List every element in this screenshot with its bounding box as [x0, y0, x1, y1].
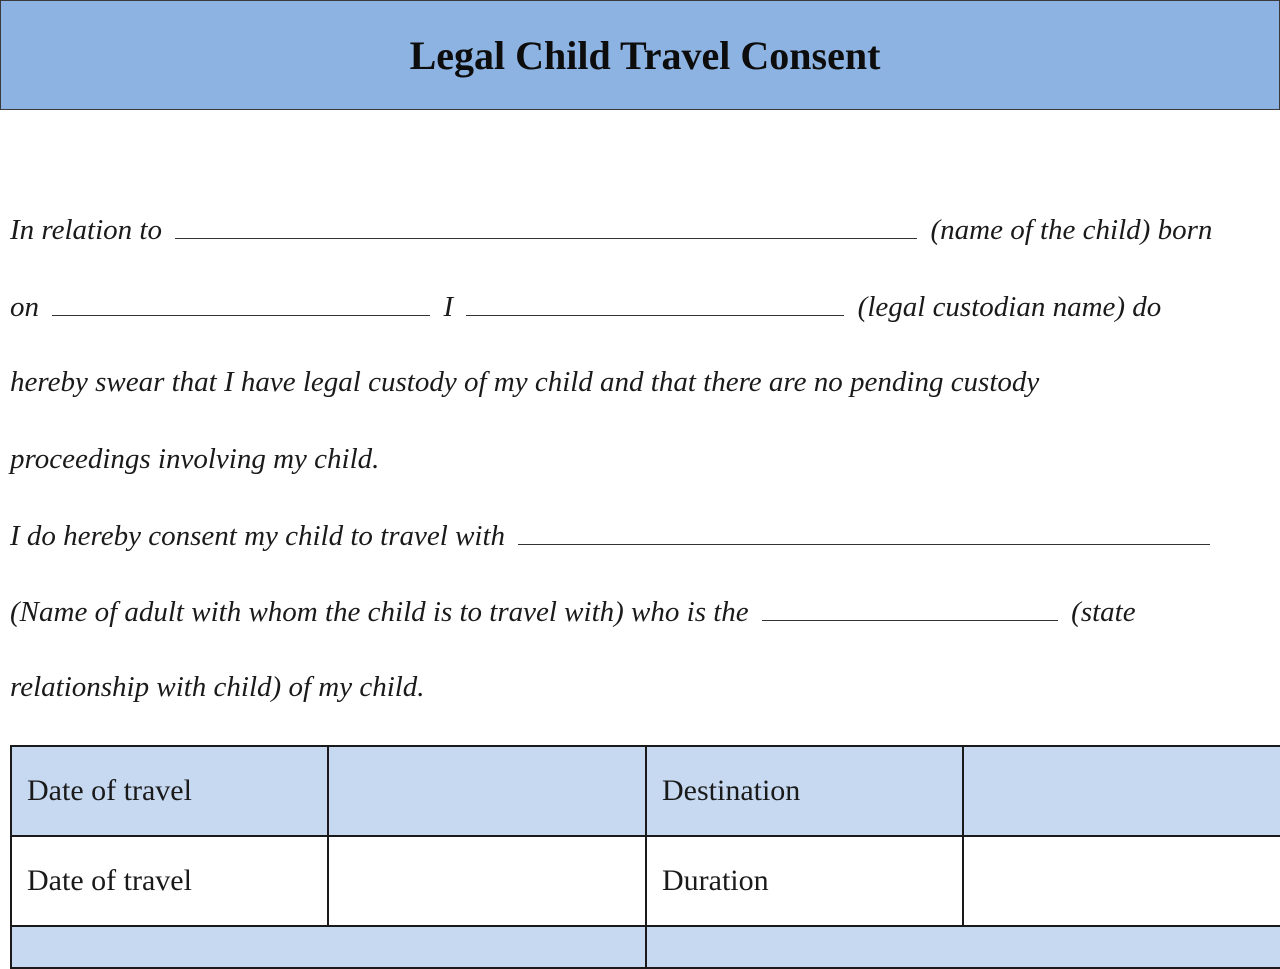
- consent-line-1: [10, 212, 1212, 247]
- consent-line-7: [10, 670, 425, 704]
- birth-date-field[interactable]: [52, 289, 430, 316]
- line3-text: hereby swear that I have legal custody of my child and that there are no pending custody: [10, 366, 1040, 398]
- consent-line-5: [10, 518, 1210, 553]
- line5-start-text: I do hereby consent my child to travel with: [10, 520, 506, 552]
- date-of-travel-value-cell[interactable]: [328, 746, 646, 836]
- consent-line-3: [10, 365, 1039, 399]
- consent-line-2: [10, 289, 1161, 324]
- date-of-travel-label: Date of travel: [11, 836, 328, 926]
- document-title: Legal Child Travel Consent: [409, 32, 881, 78]
- line7-text: relationship with child) of my child.: [10, 671, 425, 703]
- duration-label: Duration: [646, 836, 963, 926]
- travel-companion-field[interactable]: [518, 518, 1210, 545]
- title-bar: [0, 0, 1280, 110]
- destination-value-cell[interactable]: [963, 746, 1280, 836]
- date-of-travel-label: Date of travel: [11, 746, 328, 836]
- table-cell[interactable]: [646, 926, 1280, 968]
- custodian-name-field[interactable]: [466, 289, 844, 316]
- table-cell[interactable]: [11, 926, 646, 968]
- line6-start-text: (Name of adult with whom the child is to travel with) who is the: [10, 596, 749, 628]
- table-row: [11, 926, 1280, 968]
- line6-end-text: (state: [1071, 596, 1136, 628]
- consent-line-4: [10, 442, 379, 476]
- duration-value-cell[interactable]: [963, 836, 1280, 926]
- line2-end-text: (legal custodian name) do: [857, 291, 1162, 323]
- travel-details-table: [10, 745, 1280, 969]
- line4-text: proceedings involving my child.: [10, 443, 380, 475]
- table-row: [11, 836, 1280, 926]
- relationship-field[interactable]: [762, 594, 1058, 621]
- consent-line-6: [10, 594, 1136, 629]
- date-of-travel-value-cell[interactable]: [328, 836, 646, 926]
- line2-start-text: on: [10, 291, 39, 323]
- destination-label: Destination: [646, 746, 963, 836]
- table-row: [11, 746, 1280, 836]
- line1-start-text: In relation to: [10, 214, 162, 246]
- line2-mid-text: I: [443, 291, 454, 323]
- child-name-field[interactable]: [175, 212, 917, 239]
- line1-end-text: (name of the child) born: [930, 214, 1213, 246]
